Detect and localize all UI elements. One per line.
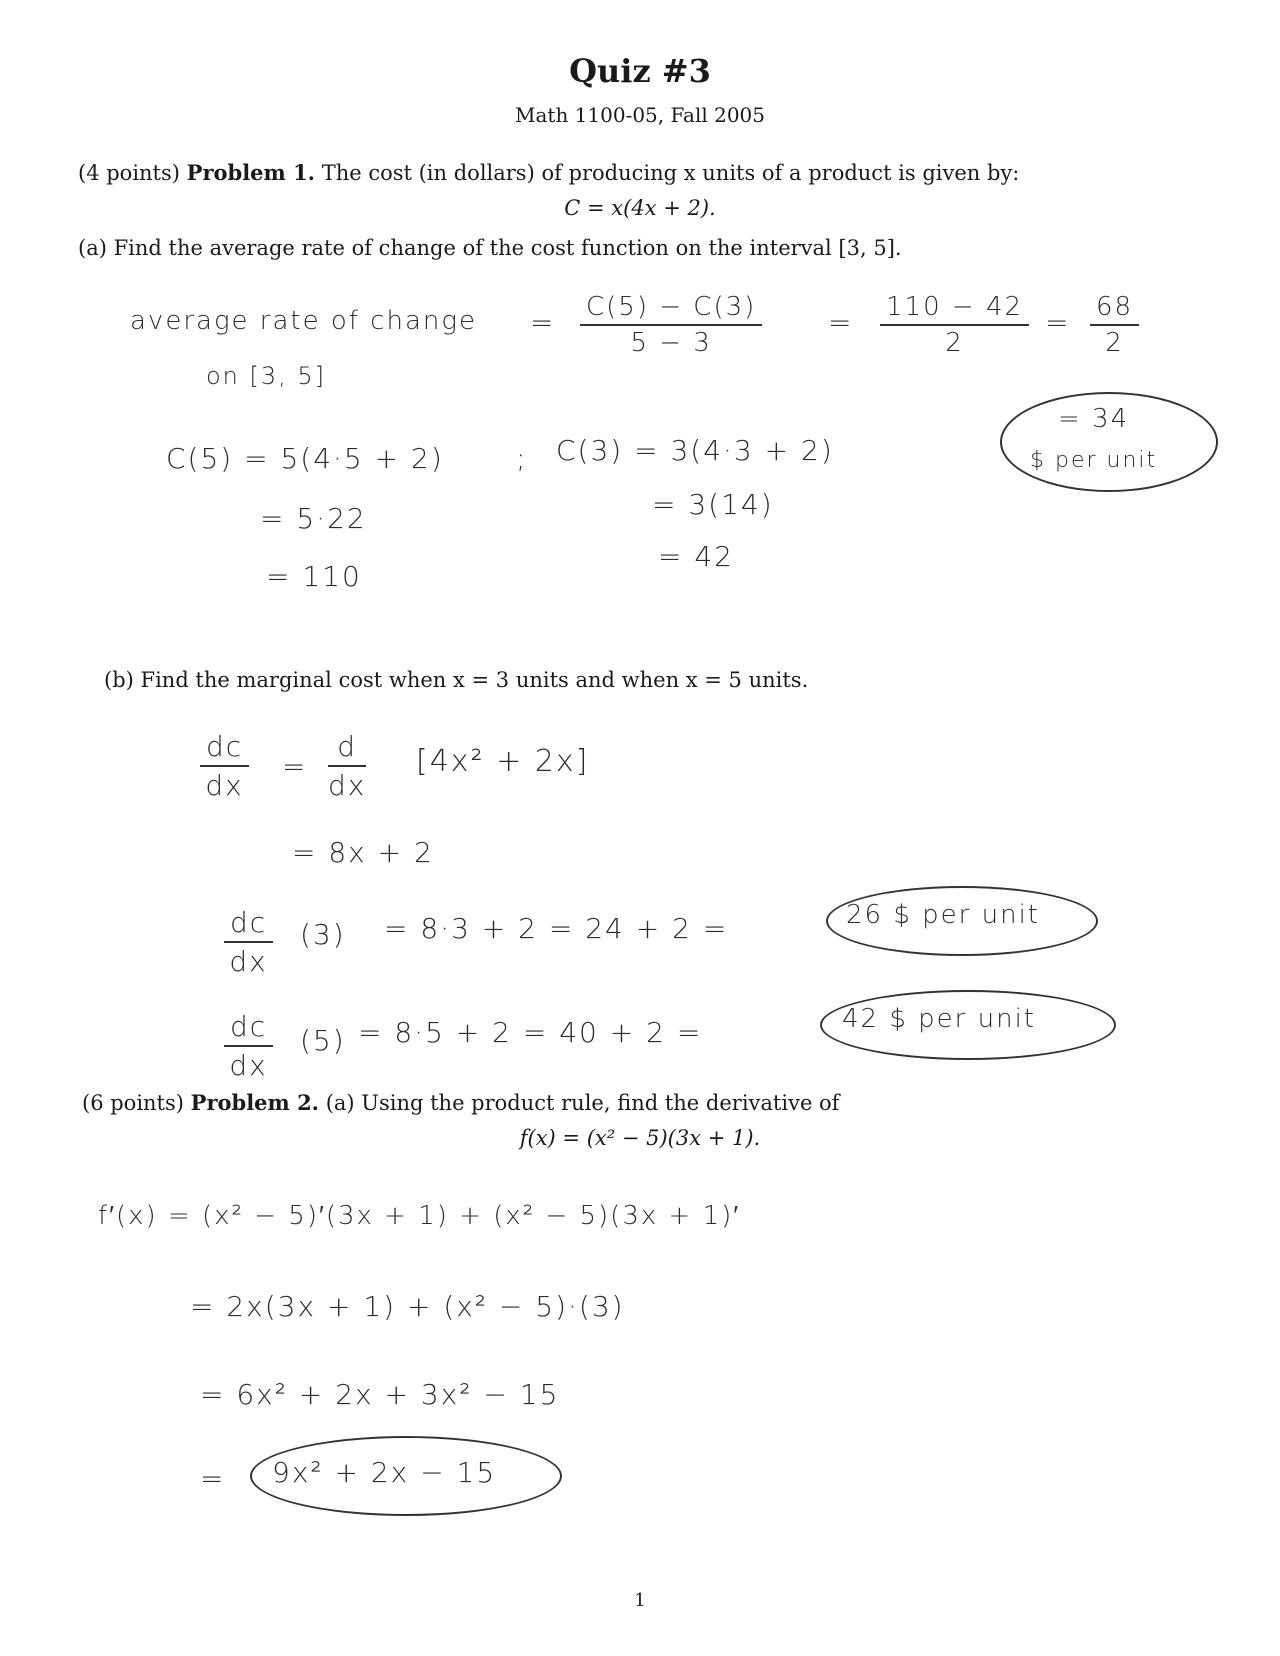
problem-1-part-a: (a) Find the average rate of change of the cost function on the interval [3, 5]. [78,236,902,260]
difference-fraction-denominator: 2 [945,328,964,358]
product-rule-line-1: f′(x) = (x² − 5)′(3x + 1) + (x² − 5)(3x + 1)′ [98,1201,741,1231]
quiz-title: Quiz #3 [569,52,711,90]
difference-fraction [880,292,1029,358]
equals-sign-3: = [1045,306,1071,339]
avg-rate-fraction-numerator: C(5) − C(3) [580,292,762,326]
problem-2-statement [82,1090,839,1115]
course-subtitle: Math 1100-05, Fall 2005 [515,103,765,127]
equals-sign-1: = [530,306,556,339]
dc-dx-at-3-fraction [224,906,273,978]
dx-at-5-denominator: dx [229,1049,268,1082]
product-rule-equals: = [200,1462,226,1495]
dx-operator-denominator: dx [328,769,367,802]
dx-at-3-denominator: dx [229,945,268,978]
dx-denominator: dx [205,769,244,802]
simplified-fraction-numerator: 68 [1090,292,1139,326]
marginal-cost-formula: = 8x + 2 [292,836,434,869]
c3-line-2: = 3(14) [652,488,774,521]
problem-1-points: (4 points) [78,161,180,185]
simplified-fraction [1090,292,1139,358]
avg-rate-interval: on [3, 5] [206,362,327,390]
dc-dx-at-5-fraction [224,1010,273,1082]
c3-line-3: = 42 [658,540,734,573]
problem-2-formula: f(x) = (x² − 5)(3x + 1). [519,1126,761,1150]
marginal-at-3-calc: = 8·3 + 2 = 24 + 2 = [384,912,729,945]
d-dx-operator [328,730,366,802]
problem-2-points: (6 points) [82,1091,184,1115]
problem-1-text: The cost (in dollars) of producing x units of a product is given by: [321,161,1020,185]
c5-line-3: = 110 [266,560,362,593]
derivative-answer: 9x² + 2x − 15 [272,1456,497,1489]
problem-1-label: Problem 1. [186,160,315,185]
avg-rate-unit: $ per unit [1030,448,1158,473]
d-numerator: d [328,730,366,767]
product-rule-line-2: = 2x(3x + 1) + (x² − 5)·(3) [190,1290,625,1323]
avg-rate-label: average rate of change [130,306,477,336]
problem-2-label: Problem 2. [190,1090,319,1115]
deriv-bracket-expression: [4x² + 2x] [416,744,590,779]
difference-fraction-numerator: 110 − 42 [880,292,1029,326]
marginal-at-3-arg: (3) [300,918,346,951]
product-rule-line-3: = 6x² + 2x + 3x² − 15 [200,1378,560,1411]
avg-rate-fraction [580,292,762,358]
marginal-at-5-arg: (5) [300,1024,346,1057]
dc-numerator: dc [200,730,249,767]
avg-rate-fraction-denominator: 5 − 3 [630,328,712,358]
page-number: 1 [634,1590,646,1611]
dc-at-5-numerator: dc [224,1010,273,1047]
c5-line-1: C(5) = 5(4·5 + 2) [166,442,444,475]
problem-1-part-b: (b) Find the marginal cost when x = 3 units and when x = 5 units. [104,668,809,692]
dc-dx-fraction [200,730,249,802]
marginal-at-5-calc: = 8·5 + 2 = 40 + 2 = [358,1016,703,1049]
marginal-at-3-answer: 26 $ per unit [846,900,1040,930]
avg-rate-answer: = 34 [1058,404,1130,434]
problem-2-text: (a) Using the product rule, find the derivative of [325,1091,840,1115]
equals-sign-2: = [828,306,854,339]
separator-semicolon: ; [516,442,528,475]
problem-1-formula: C = x(4x + 2). [564,196,716,220]
problem-1-statement [78,160,1019,185]
equals-sign-deriv: = [282,750,308,783]
dc-at-3-numerator: dc [224,906,273,943]
simplified-fraction-denominator: 2 [1105,328,1124,358]
c3-line-1: C(3) = 3(4·3 + 2) [556,434,834,467]
marginal-at-5-answer: 42 $ per unit [842,1004,1036,1034]
c5-line-2: = 5·22 [260,502,367,535]
